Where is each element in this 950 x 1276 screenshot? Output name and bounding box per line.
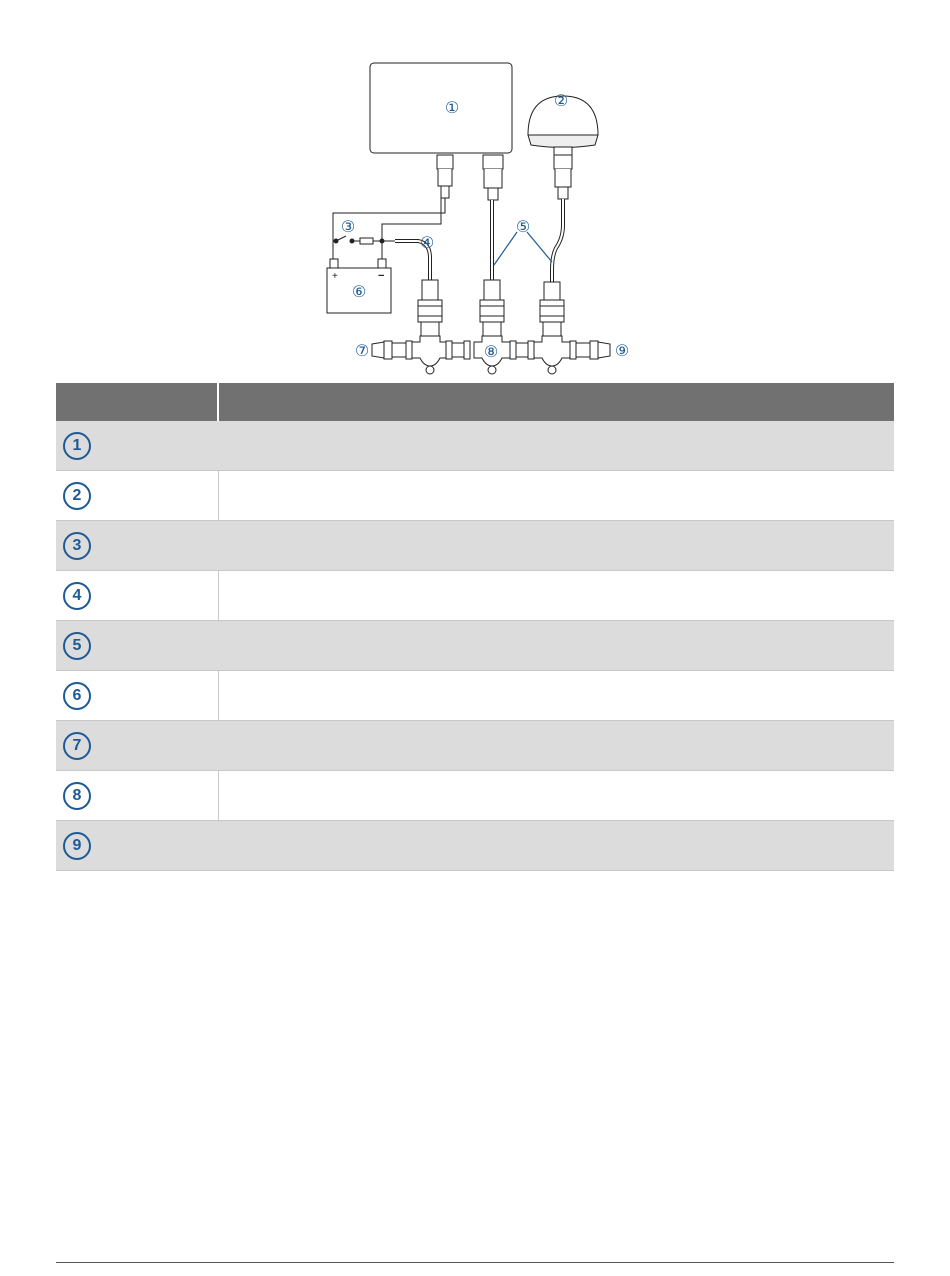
row-description bbox=[218, 771, 894, 821]
table-row bbox=[56, 721, 894, 771]
nmea-2000-wiring-diagram bbox=[300, 55, 660, 385]
row-description bbox=[218, 621, 894, 671]
row-description bbox=[218, 821, 894, 871]
header-description bbox=[218, 383, 894, 421]
callout-1: ① bbox=[444, 98, 460, 117]
table-row bbox=[56, 821, 894, 871]
callout-badge: 9 bbox=[63, 832, 91, 860]
battery-plus-label: + bbox=[332, 271, 338, 282]
ground-wire bbox=[382, 198, 441, 262]
callout-5: ⑤ bbox=[515, 217, 531, 236]
row-description bbox=[218, 521, 894, 571]
callout-6: ⑥ bbox=[351, 282, 367, 301]
row-description bbox=[218, 571, 894, 621]
table-row bbox=[56, 771, 894, 821]
callout-4: ④ bbox=[419, 233, 435, 252]
header-callout bbox=[56, 383, 218, 421]
antenna-connector bbox=[554, 155, 572, 199]
callout-badge: 1 bbox=[63, 432, 91, 460]
table-row bbox=[56, 621, 894, 671]
table-row bbox=[56, 521, 894, 571]
battery-minus-label: − bbox=[378, 270, 385, 282]
callout-8: ⑧ bbox=[483, 342, 499, 361]
tee-connector-antenna bbox=[540, 282, 564, 336]
row-description bbox=[218, 471, 894, 521]
table-row bbox=[56, 671, 894, 721]
callout-badge: 8 bbox=[63, 782, 91, 810]
display-connector-power bbox=[437, 155, 453, 198]
callout-7: ⑦ bbox=[354, 341, 370, 360]
display-device bbox=[370, 63, 512, 153]
tee-connector-power bbox=[418, 280, 442, 336]
callout-legend-table bbox=[56, 383, 894, 871]
callout-badge: 2 bbox=[63, 482, 91, 510]
callout-badge: 6 bbox=[63, 682, 91, 710]
callout-badge: 7 bbox=[63, 732, 91, 760]
callout-badge: 4 bbox=[63, 582, 91, 610]
drop-cable-antenna bbox=[552, 199, 563, 282]
footer-divider bbox=[56, 1262, 894, 1263]
table-header-row bbox=[56, 383, 894, 421]
row-description bbox=[218, 421, 894, 471]
callout-badge: 5 bbox=[63, 632, 91, 660]
callout-2: ② bbox=[553, 91, 569, 110]
table-row bbox=[56, 471, 894, 521]
tee-connector-display bbox=[480, 280, 504, 336]
display-connector-data bbox=[483, 155, 503, 200]
callout-3: ③ bbox=[340, 217, 356, 236]
row-description bbox=[218, 721, 894, 771]
table-row bbox=[56, 571, 894, 621]
fuse bbox=[360, 238, 373, 244]
row-description bbox=[218, 671, 894, 721]
callout-badge: 3 bbox=[63, 532, 91, 560]
callout-9: ⑨ bbox=[614, 341, 630, 360]
table-row bbox=[56, 421, 894, 471]
